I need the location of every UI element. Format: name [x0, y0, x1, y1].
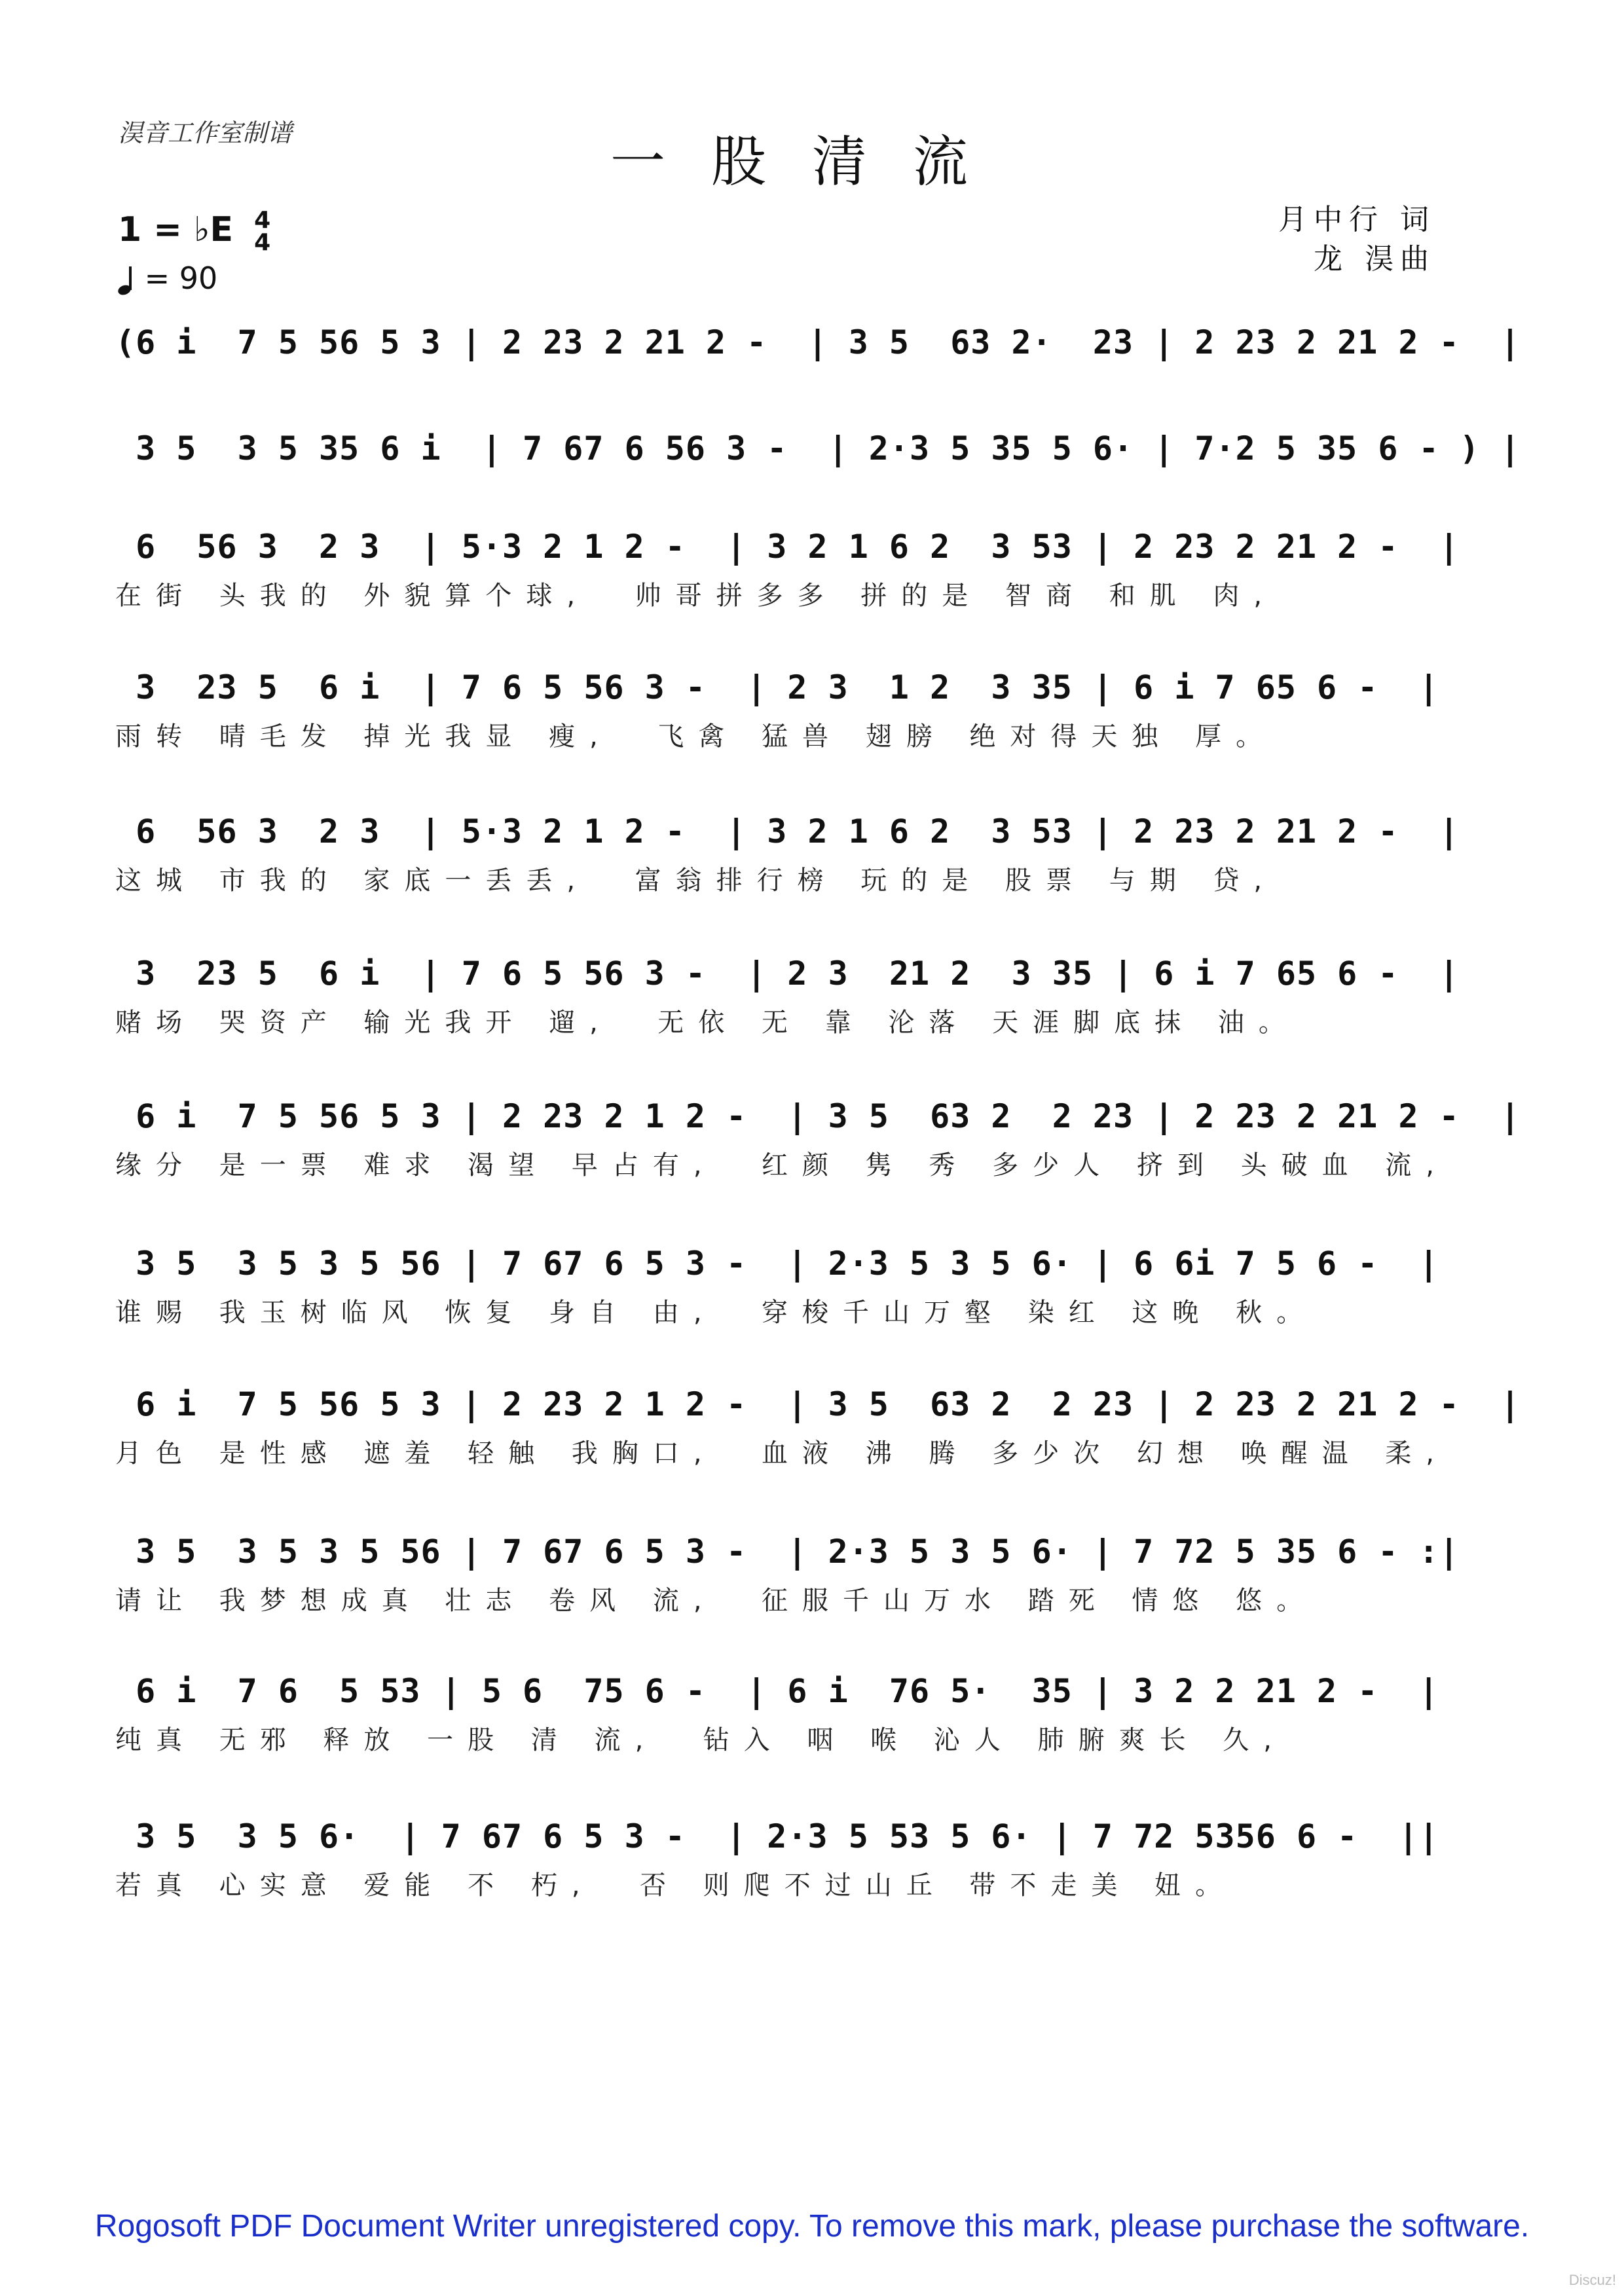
- song-title: 一股清流: [610, 130, 1014, 194]
- sys-8: [115, 1375, 1521, 1473]
- tempo-value: = 90: [144, 261, 218, 296]
- sys-10: [115, 1662, 1439, 1760]
- notes-row: 6 56 3 2 3 | 5·3 2 1 2 - | 3 2 1 6 2 3 53 | 2 23 2 21 2 - |: [115, 812, 1460, 850]
- notes-row: 3 5 3 5 6· | 7 67 6 5 3 - | 2·3 5 53 5 6· | 7 72 5356 6 - ||: [115, 1817, 1439, 1855]
- notes-row: 6 56 3 2 3 | 5·3 2 1 2 - | 3 2 1 6 2 3 53 | 2 23 2 21 2 - |: [115, 528, 1460, 566]
- sys-3: [115, 658, 1439, 756]
- time-bottom: 4: [254, 229, 271, 256]
- notes-row: 3 23 5 6 i | 7 6 5 56 3 - | 2 3 21 2 3 35 | 6 i 7 65 6 - |: [115, 955, 1460, 993]
- sys-4: [115, 802, 1460, 900]
- pdf-watermark: Rogosoft PDF Document Writer unregistered copy. To remove this mark, please purchase the software.: [94, 2209, 1530, 2244]
- credits: [1278, 200, 1435, 279]
- notes-row: 6 i 7 5 56 5 3 | 2 23 2 1 2 - | 3 5 63 2 2 23 | 2 23 2 21 2 - |: [115, 1385, 1521, 1423]
- lyrics-row: 雨转 晴毛发 掉光我显 瘦, 飞禽 猛兽 翅膀 绝对得天独 厚。: [115, 721, 1277, 752]
- site-mark: Discuz!: [1568, 2272, 1616, 2288]
- studio-label: 淏音工作室制谱: [118, 118, 293, 147]
- key-signature: [118, 207, 271, 256]
- key-label: 1 = ♭E: [118, 210, 234, 249]
- lyrics-row: 赌场 哭资产 输光我开 遛, 无依 无 靠 沦落 天涯脚底抹 油。: [115, 1008, 1299, 1038]
- time-top: 4: [254, 207, 271, 234]
- lyrics-row: 谁赐 我玉树临风 恢复 身自 由, 穿梭千山万壑 染红 这晚 秋。: [115, 1298, 1318, 1328]
- lyrics-row: 在街 头我的 外貌算个球, 帅哥拼多多 拼的是 智商 和肌 肉,: [115, 581, 1277, 611]
- notes-row: (6 i 7 5 56 5 3 | 2 23 2 21 2 - | 3 5 63 2· 23 | 2 23 2 21 2 - |: [115, 323, 1521, 361]
- notes-row: 3 5 3 5 3 5 56 | 7 67 6 5 3 - | 2·3 5 3 5 6· | 6 6i 7 5 6 - |: [115, 1245, 1439, 1283]
- lyrics-row: 缘分 是一票 难求 渴望 早占有, 红颜 隽 秀 多少人 挤到 头破血 流,: [115, 1150, 1449, 1180]
- notes-row: 3 23 5 6 i | 7 6 5 56 3 - | 2 3 1 2 3 35 | 6 i 7 65 6 - |: [115, 668, 1439, 706]
- quarter-note-icon: [118, 266, 135, 296]
- composer: 龙 淏曲: [1314, 242, 1435, 276]
- sys-5: [115, 944, 1460, 1042]
- sys-2: [115, 517, 1460, 615]
- notes-row: 6 i 7 5 56 5 3 | 2 23 2 1 2 - | 3 5 63 2 2 23 | 2 23 2 21 2 - |: [115, 1097, 1521, 1135]
- sys-7: [115, 1234, 1439, 1332]
- lyrics-row: 这城 市我的 家底一丢丢, 富翁排行榜 玩的是 股票 与期 贷,: [115, 866, 1277, 896]
- sys-11: [115, 1807, 1439, 1905]
- lyrics-row: 纯真 无邪 释放 一股 清 流, 钻入 咽 喉 沁人 肺腑爽长 久,: [115, 1725, 1287, 1755]
- lyrics-row: 若真 心实意 爱能 不 朽, 否 则爬不过山丘 带不走美 妞。: [115, 1870, 1236, 1901]
- notes-row: 3 5 3 5 3 5 56 | 7 67 6 5 3 - | 2·3 5 3 5 6· | 7 72 5 35 6 - :|: [115, 1533, 1460, 1571]
- lyrics-row: 请让 我梦想成真 壮志 卷风 流, 征服千山万水 踏死 情悠 悠。: [115, 1586, 1318, 1616]
- sys-9: [115, 1522, 1460, 1620]
- sys-6: [115, 1087, 1521, 1185]
- sys-1: [115, 419, 1521, 478]
- sys-0: [115, 313, 1521, 372]
- lyricist: 月中行 词: [1278, 203, 1435, 236]
- time-signature: [254, 207, 271, 256]
- notes-row: 6 i 7 6 5 53 | 5 6 75 6 - | 6 i 76 5· 35 | 3 2 2 21 2 - |: [115, 1672, 1439, 1710]
- tempo-marking: [118, 261, 217, 296]
- lyrics-row: 月色 是性感 遮羞 轻触 我胸口, 血液 沸 腾 多少次 幻想 唤醒温 柔,: [115, 1438, 1449, 1468]
- notes-row: 3 5 3 5 35 6 i | 7 67 6 56 3 - | 2·3 5 35 5 6· | 7·2 5 35 6 - ) |: [115, 429, 1521, 467]
